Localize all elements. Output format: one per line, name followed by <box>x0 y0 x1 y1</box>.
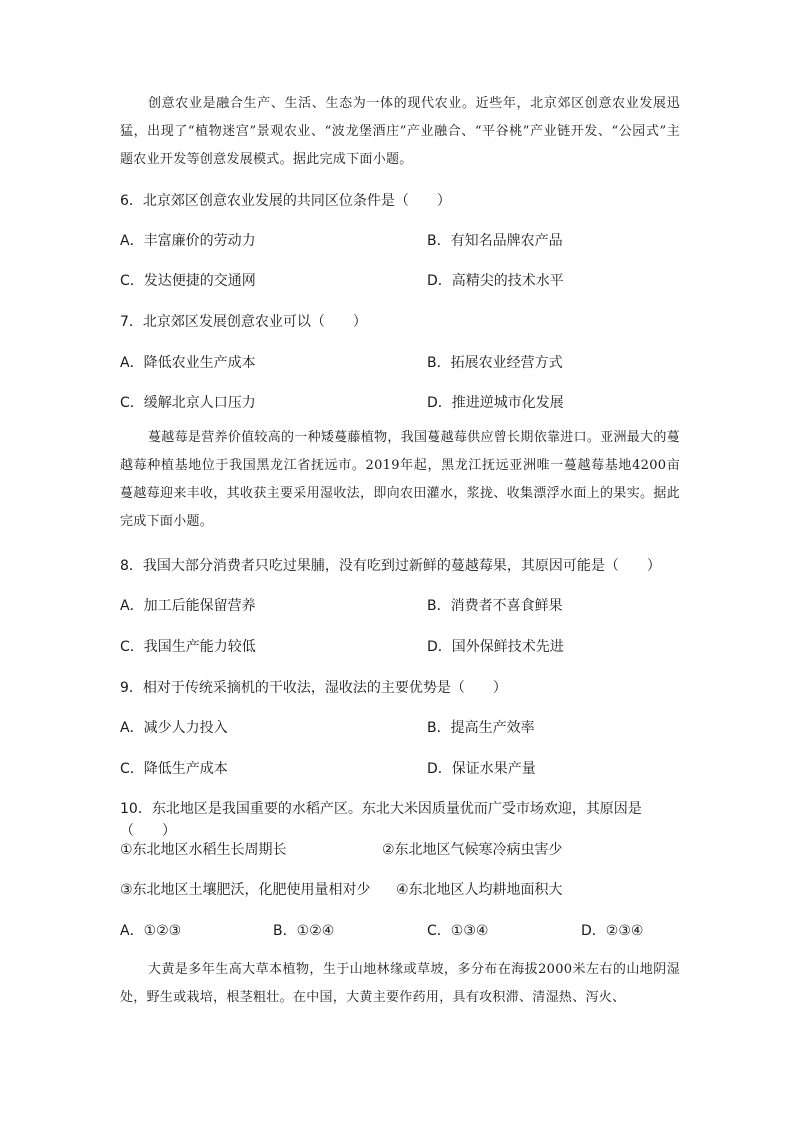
question-6-option-a: A．丰富廉价的劳动力 <box>120 233 256 249</box>
question-7-option-a: A．降低农业生产成本 <box>120 355 256 371</box>
question-7-option-d: D．推进逆城市化发展 <box>427 395 564 411</box>
question-10: 10．东北地区是我国重要的水稻产区。东北大米因质量优而广受市场欢迎，其原因是（ ） <box>120 801 642 839</box>
question-10-statement-2: ②东北地区气候寒冷病虫害少 <box>382 842 563 858</box>
question-10-option-a: A．①②③ <box>120 923 182 939</box>
question-9-option-c: C．降低生产成本 <box>120 761 228 777</box>
question-8-option-a: A．加工后能保留营养 <box>120 598 256 614</box>
question-10-statement-1: ①东北地区水稻生长周期长 <box>120 842 287 858</box>
question-9-option-b: B．提高生产效率 <box>427 720 535 736</box>
question-10-option-c: C．①③④ <box>427 923 489 939</box>
passage-creative-agriculture: 创意农业是融合生产、生活、生态为一体的现代农业。近些年，北京郊区创意农业发展迅猛，出现了“植物迷宫”景观农业、“波龙堡酒庄”产业融合、“平谷桃”产业链开发、“公园式”主题农业开发等创意发展模式。据此完成下面小题。 <box>120 96 680 167</box>
question-6-option-c: C．发达便捷的交通网 <box>120 273 256 289</box>
question-8-option-c: C．我国生产能力较低 <box>120 639 256 655</box>
question-8-option-b: B．消费者不喜食鲜果 <box>427 598 563 614</box>
question-7-option-b: B．拓展农业经营方式 <box>427 355 563 371</box>
question-7-option-c: C．缓解北京人口压力 <box>120 395 256 411</box>
question-10-statement-3: ③东北地区土壤肥沃，化肥使用量相对少 <box>120 882 371 898</box>
question-6-option-d: D．高精尖的技术水平 <box>427 273 564 289</box>
passage-rhubarb: 大黄是多年生高大草本植物，生于山地林缘或草坡，多分布在海拔2000米左右的山地阴湿处，野生或栽培，根茎粗壮。在中国，大黄主要作药用，具有攻积滞、清湿热、泻火、 <box>120 962 680 1005</box>
passage-cranberry: 蔓越莓是营养价值较高的一种矮蔓藤植物，我国蔓越莓供应曾长期依靠进口。亚洲最大的蔓越莓种植基地位于我国黑龙江省抚远市。2019年起，黑龙江抚远亚洲唯一蔓越莓基地4200亩蔓越莓迎来丰收，其收获主要采用湿收法，即向农田灌水，浆拢、收集漂浮水面上的果实。据此完成下面小题。 <box>120 430 681 529</box>
question-9-option-d: D．保证水果产量 <box>427 761 536 777</box>
question-8-option-d: D．国外保鲜技术先进 <box>427 639 564 655</box>
question-6: 6．北京郊区创意农业发展的共同区位条件是（ ） <box>120 193 451 209</box>
question-6-option-b: B．有知名品牌农产品 <box>427 233 563 249</box>
question-10-statement-4: ④东北地区人均耕地面积大 <box>396 882 563 898</box>
question-7: 7．北京郊区发展创意农业可以（ ） <box>120 314 367 330</box>
question-10-option-d: D．②③④ <box>581 923 644 939</box>
question-8: 8．我国大部分消费者只吃过果脯，没有吃到过新鲜的蔓越莓果，其原因可能是（ ） <box>120 558 661 574</box>
question-9: 9．相对于传统采摘机的干收法，湿收法的主要优势是（ ） <box>120 680 507 696</box>
question-10-option-b: B．①②④ <box>273 923 335 939</box>
question-9-option-a: A．减少人力投入 <box>120 720 228 736</box>
